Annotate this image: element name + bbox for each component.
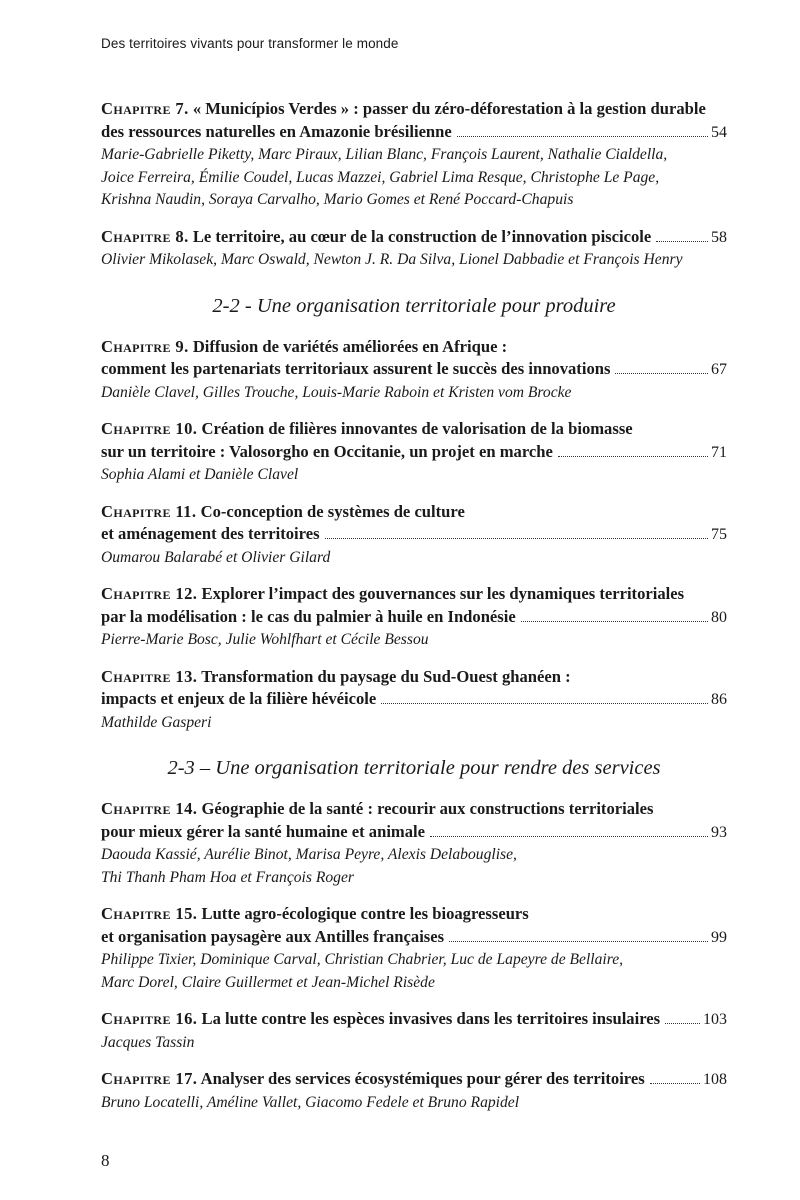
chapter-title-text [101, 798, 653, 821]
chapter-title-line [101, 798, 727, 821]
chapter-title: et organisation paysagère aux Antilles françaises [101, 926, 445, 946]
toc-entry [101, 1008, 727, 1054]
chapter-title-line [101, 523, 727, 547]
toc-entry [101, 666, 727, 735]
toc-entry [101, 336, 727, 405]
toc-entry [101, 798, 727, 889]
dot-leader [615, 372, 708, 374]
dot-leader [325, 537, 708, 539]
chapter-authors: Olivier Mikolasek, Marc Oswald, Newton J. R. Da Silva, Lionel Dabbadie et François Henry [101, 251, 683, 268]
chapter-title-text [101, 666, 571, 689]
dot-leader [558, 455, 708, 457]
page-number-ref: 54 [711, 123, 727, 141]
chapter-title: Géographie de la santé : recourir aux constructions territoriales [201, 799, 654, 818]
toc-entry [101, 226, 727, 272]
chapter-title-text [101, 926, 444, 949]
chapter-title-text [101, 1008, 660, 1031]
chapter-title: comment les partenariats territoriaux assurent le succès des innovations [101, 359, 611, 378]
chapter-authors: Joice Ferreira, Émilie Coudel, Lucas Mazzei, Gabriel Lima Resque, Christophe Le Page, [101, 168, 660, 186]
chapter-title: Lutte agro-écologique contre les bioagresseurs [201, 904, 529, 923]
chapter-title-text [101, 606, 516, 629]
chapter-title: « Municípios Verdes » : passer du zéro-déforestation à la gestion durable [192, 99, 706, 118]
dot-leader [650, 1082, 700, 1084]
chapter-label: Chapitre 16. [101, 1009, 198, 1028]
chapter-title-text [101, 121, 452, 144]
dot-leader [521, 620, 708, 622]
page-number: 8 [101, 1151, 110, 1170]
chapter-label: Chapitre 13. [101, 666, 198, 686]
page-number-ref: 93 [711, 823, 727, 841]
chapter-authors: Oumarou Balarabé et Olivier Gilard [101, 548, 331, 566]
chapter-title-line [101, 606, 727, 630]
chapter-title-line [101, 926, 727, 950]
section-heading: 2-2 - Une organisation territoriale pour produire [212, 294, 616, 317]
chapter-title: Analyser des services écosystémiques pour gérer des territoires [200, 1069, 645, 1088]
chapter-authors: Jacques Tassin [101, 1033, 195, 1051]
chapter-authors: Marc Dorel, Claire Guillermet et Jean-Michel Risède [101, 973, 435, 991]
chapter-label: Chapitre 15. [101, 904, 198, 923]
chapter-title: Explorer l’impact des gouvernances sur les dynamiques territoriales [201, 584, 685, 603]
chapter-title-line [101, 1008, 727, 1032]
dot-leader [381, 702, 708, 704]
chapter-title-text [101, 336, 507, 359]
table-of-contents [101, 98, 727, 1128]
chapter-label: Chapitre 11. [101, 501, 197, 521]
chapter-title-line [101, 903, 727, 926]
chapter-title-text [101, 688, 376, 711]
chapter-authors: Mathilde Gasperi [101, 713, 212, 731]
page-number-ref: 108 [703, 1071, 727, 1088]
chapter-authors: Thi Thanh Pham Hoa et François Roger [101, 868, 354, 886]
dot-leader [430, 835, 708, 837]
chapter-title: La lutte contre les espèces invasives dans les territoires insulaires [201, 1009, 661, 1028]
chapter-title: par la modélisation : le cas du palmier à huile en Indonésie [101, 606, 516, 626]
page-number-ref: 75 [711, 526, 727, 543]
chapter-label: Chapitre 17. [101, 1069, 198, 1088]
chapter-title-text [101, 226, 651, 249]
dot-leader [449, 940, 708, 942]
chapter-title-text [101, 821, 425, 844]
chapter-title-line [101, 501, 727, 524]
chapter-title: des ressources naturelles en Amazonie brésilienne [101, 121, 452, 141]
page-number-ref: 80 [711, 608, 727, 626]
chapter-title-line [101, 336, 727, 359]
chapter-title: sur un territoire : Valosorgho en Occitanie, un projet en marche [101, 441, 553, 461]
chapter-title-text [101, 523, 320, 546]
page-number-ref: 99 [711, 928, 727, 946]
page-number-ref: 71 [711, 443, 727, 461]
chapter-authors: Sophia Alami et Danièle Clavel [101, 466, 299, 483]
toc-entry [101, 418, 727, 487]
chapter-title: Le territoire, au cœur de la construction de l’innovation piscicole [192, 226, 652, 246]
page-number-ref: 103 [703, 1011, 727, 1028]
chapter-title-line [101, 583, 727, 606]
chapter-title-text [101, 1068, 645, 1091]
toc-entry [101, 501, 727, 570]
chapter-title-line [101, 418, 727, 441]
chapter-label: Chapitre 9. [101, 336, 189, 356]
chapter-title-text [101, 418, 633, 441]
toc-entry [101, 98, 727, 212]
chapter-authors: Daouda Kassié, Aurélie Binot, Marisa Peyre, Alexis Delabouglise, [101, 846, 517, 863]
chapter-title-line [101, 821, 727, 845]
chapter-title: Création de filières innovantes de valorisation de la biomasse [201, 419, 633, 438]
chapter-title-line [101, 358, 727, 382]
dot-leader [665, 1022, 700, 1024]
chapter-label: Chapitre 10. [101, 419, 198, 438]
chapter-title: pour mieux gérer la santé humaine et animale [101, 821, 426, 841]
chapter-label: Chapitre 8. [101, 226, 189, 246]
chapter-label: Chapitre 7. [101, 99, 189, 118]
chapter-title: et aménagement des territoires [101, 524, 320, 543]
toc-entry [101, 1068, 727, 1114]
chapter-label: Chapitre 14. [101, 799, 198, 818]
section-heading: 2-3 – Une organisation territoriale pour rendre des services [167, 757, 661, 779]
chapter-authors: Bruno Locatelli, Améline Vallet, Giacomo Fedele et Bruno Rapidel [101, 1093, 520, 1111]
chapter-title-text [101, 501, 465, 524]
chapter-authors: Marie-Gabrielle Piketty, Marc Piraux, Lilian Blanc, François Laurent, Nathalie Cialdella, [101, 146, 668, 163]
chapter-authors: Philippe Tixier, Dominique Carval, Christian Chabrier, Luc de Lapeyre de Bellaire, [101, 951, 624, 968]
chapter-authors: Pierre-Marie Bosc, Julie Wohlfhart et Cécile Bessou [101, 631, 429, 648]
chapter-title-line [101, 121, 727, 145]
chapter-title: Diffusion de variétés améliorées en Afrique : [192, 336, 508, 356]
chapter-title-text [101, 441, 553, 464]
chapter-title-text [101, 98, 706, 121]
chapter-title: impacts et enjeux de la filière hévéicole [101, 689, 377, 708]
page-number-ref: 86 [711, 691, 727, 708]
page-number-ref: 58 [711, 228, 727, 246]
chapter-authors: Krishna Naudin, Soraya Carvalho, Mario Gomes et René Poccard-Chapuis [101, 191, 574, 208]
chapter-title-text [101, 583, 684, 606]
chapter-title-line [101, 226, 727, 250]
chapter-authors: Danièle Clavel, Gilles Trouche, Louis-Marie Raboin et Kristen vom Brocke [101, 383, 572, 401]
page-number-ref: 67 [711, 361, 727, 378]
dot-leader [656, 240, 708, 242]
dot-leader [457, 135, 708, 137]
chapter-title: Co-conception de systèmes de culture [200, 501, 465, 521]
toc-entry [101, 903, 727, 994]
toc-entry [101, 583, 727, 652]
chapter-title-line [101, 688, 727, 712]
chapter-title-text [101, 358, 610, 381]
chapter-title-line [101, 1068, 727, 1092]
chapter-title: Transformation du paysage du Sud-Ouest ghanéen : [201, 666, 571, 686]
running-head: Des territoires vivants pour transformer le monde [101, 36, 399, 51]
chapter-title-line [101, 98, 727, 121]
chapter-title-line [101, 441, 727, 465]
chapter-title-text [101, 903, 529, 926]
chapter-title-line [101, 666, 727, 689]
chapter-label: Chapitre 12. [101, 584, 198, 603]
